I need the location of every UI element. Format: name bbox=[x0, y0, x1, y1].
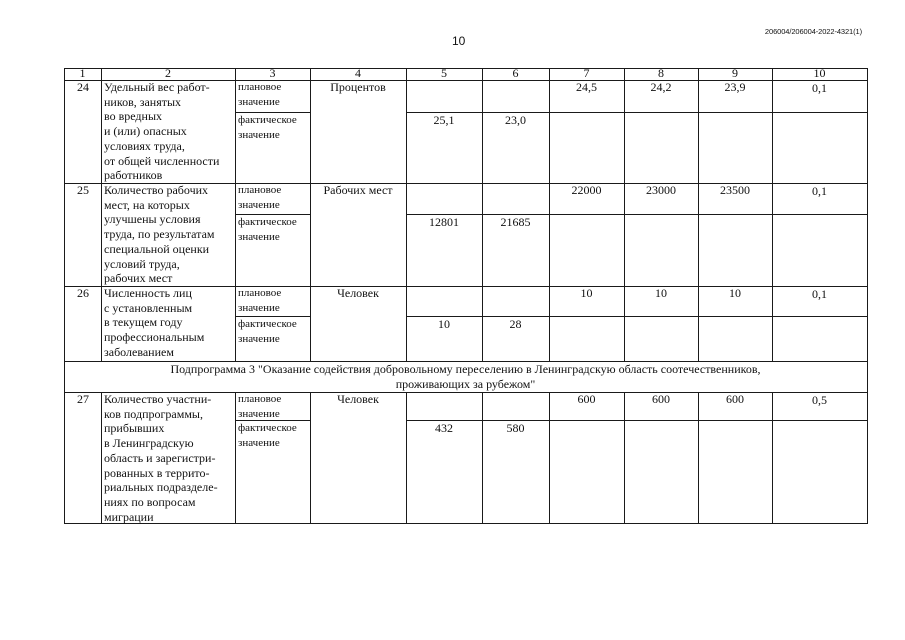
plan-value-col9: 600 bbox=[726, 392, 744, 406]
table-rule bbox=[101, 80, 102, 184]
row-number: 26 bbox=[77, 286, 89, 300]
table-rule bbox=[64, 392, 65, 524]
table-rule bbox=[64, 286, 65, 362]
plan-value-col7: 24,5 bbox=[576, 80, 597, 94]
table-rule bbox=[867, 392, 868, 524]
table-rule bbox=[235, 286, 236, 362]
table-rule bbox=[64, 523, 867, 524]
subprogram-heading: проживающих за рубежом" bbox=[395, 376, 536, 391]
indicator-name: в Ленинградскую bbox=[104, 436, 194, 451]
column-header-6: 6 bbox=[512, 66, 519, 80]
row-number: 27 bbox=[77, 392, 89, 406]
table-rule bbox=[310, 183, 311, 287]
table-rule bbox=[101, 392, 102, 524]
indicator-name: работников bbox=[104, 168, 163, 183]
fact-label: фактическое bbox=[238, 422, 297, 434]
weight-coefficient: 0,1 bbox=[812, 287, 827, 301]
indicator-name: ников, занятых bbox=[104, 94, 182, 109]
fact-value-col6: 28 bbox=[509, 317, 522, 331]
table-rule bbox=[624, 392, 625, 524]
indicator-name: во вредных bbox=[104, 109, 163, 124]
table-rule bbox=[482, 80, 483, 184]
indicator-name: в текущем году bbox=[104, 315, 183, 330]
column-header-3: 3 bbox=[269, 66, 276, 80]
indicator-name: ков подпрограммы, bbox=[104, 406, 203, 421]
table-rule bbox=[867, 183, 868, 287]
indicator-name: профессиональным bbox=[104, 330, 205, 345]
fact-value-col5: 10 bbox=[438, 317, 450, 331]
column-header-7: 7 bbox=[583, 66, 590, 80]
unit-of-measure: Человек bbox=[337, 392, 379, 406]
table-rule bbox=[235, 392, 236, 524]
column-header-2: 2 bbox=[165, 66, 171, 80]
fact-label: значение bbox=[238, 436, 280, 449]
plan-value-col9: 10 bbox=[729, 286, 741, 300]
plan-value-col9: 23500 bbox=[720, 183, 750, 197]
plan-value-col8: 10 bbox=[655, 286, 667, 300]
indicator-name: ниях по вопросам bbox=[104, 494, 196, 509]
weight-coefficient: 0,1 bbox=[812, 184, 827, 198]
fact-label: значение bbox=[238, 128, 280, 141]
table-rule bbox=[235, 80, 236, 184]
table-rule bbox=[549, 80, 550, 184]
table-rule bbox=[64, 80, 65, 184]
document-id: 206004/206004-2022-4321(1) bbox=[764, 27, 862, 36]
table-rule bbox=[406, 392, 407, 524]
unit-of-measure: Человек bbox=[337, 286, 379, 300]
table-rule bbox=[482, 392, 483, 524]
table-rule bbox=[867, 80, 868, 184]
table-rule bbox=[698, 183, 699, 287]
column-header-10: 10 bbox=[813, 66, 826, 80]
indicator-name: Численность лиц bbox=[104, 286, 192, 300]
plan-label: значение bbox=[238, 95, 280, 108]
fact-value-col5: 12801 bbox=[429, 215, 459, 229]
weight-coefficient: 0,1 bbox=[812, 81, 827, 95]
table-rule bbox=[310, 392, 311, 524]
plan-label: плановое bbox=[238, 287, 282, 299]
indicator-name: труда, по результатам bbox=[104, 227, 215, 242]
table-rule bbox=[624, 183, 625, 287]
plan-value-col7: 22000 bbox=[571, 183, 602, 197]
table-rule bbox=[698, 80, 699, 184]
row-number: 25 bbox=[77, 183, 89, 197]
indicator-name: Количество участни- bbox=[104, 392, 212, 406]
indicator-name: улучшены условия bbox=[104, 212, 201, 227]
fact-label: фактическое bbox=[238, 114, 297, 126]
indicator-name: условиях труда, bbox=[104, 138, 185, 153]
fact-value-col5: 432 bbox=[435, 421, 453, 435]
indicator-name: прибывших bbox=[104, 421, 165, 436]
plan-label: значение bbox=[238, 301, 280, 314]
indicator-name: мест, на которых bbox=[104, 197, 190, 212]
fact-value-col5: 25,1 bbox=[433, 113, 455, 127]
plan-label: плановое bbox=[238, 393, 282, 405]
indicator-name: заболеванием bbox=[104, 344, 174, 359]
plan-value-col7: 10 bbox=[580, 286, 593, 300]
column-header-4: 4 bbox=[355, 66, 361, 80]
table-rule bbox=[406, 80, 407, 184]
table-rule bbox=[624, 80, 625, 184]
weight-coefficient: 0,5 bbox=[812, 393, 827, 407]
table-rule bbox=[549, 183, 550, 287]
unit-of-measure: Процентов bbox=[330, 80, 386, 94]
page-number: 10 bbox=[452, 34, 466, 48]
fact-value-col6: 23,0 bbox=[505, 113, 526, 127]
indicator-name: условий труда, bbox=[104, 256, 180, 271]
table-rule bbox=[482, 183, 483, 287]
fact-value-col6: 21685 bbox=[500, 215, 531, 229]
table-rule bbox=[867, 361, 868, 392]
table-rule bbox=[867, 286, 868, 362]
plan-label: плановое bbox=[238, 184, 282, 196]
table-rule bbox=[101, 183, 102, 287]
table-rule bbox=[310, 80, 311, 184]
plan-value-col8: 600 bbox=[652, 392, 670, 406]
indicator-name: и (или) опасных bbox=[104, 124, 187, 139]
plan-label: плановое bbox=[238, 81, 282, 93]
indicator-name: рованных в террито- bbox=[104, 465, 210, 480]
indicator-name: Количество рабочих bbox=[104, 183, 209, 197]
fact-label: значение bbox=[238, 230, 280, 243]
plan-label: значение bbox=[238, 198, 280, 211]
indicator-name: от общей численности bbox=[104, 153, 220, 168]
indicator-name: область и зарегистри- bbox=[104, 450, 216, 465]
table-rule bbox=[235, 183, 236, 287]
fact-label: фактическое bbox=[238, 318, 297, 330]
plan-value-col8: 24,2 bbox=[650, 80, 672, 94]
subprogram-heading: Подпрограмма 3 "Оказание содействия добровольному переселению в Ленинградскую область соотечественников, bbox=[170, 362, 761, 376]
table-rule bbox=[698, 392, 699, 524]
column-header-5: 5 bbox=[441, 66, 447, 80]
plan-value-col9: 23,9 bbox=[724, 80, 746, 94]
table-rule bbox=[772, 392, 773, 524]
indicator-name: с установленным bbox=[104, 300, 193, 315]
indicator-name: миграции bbox=[104, 509, 154, 524]
indicator-name: рабочих мест bbox=[104, 271, 173, 286]
plan-label: значение bbox=[238, 407, 280, 420]
table-rule bbox=[406, 183, 407, 287]
indicator-name: Удельный вес работ- bbox=[104, 80, 210, 94]
column-header-8: 8 bbox=[658, 66, 664, 80]
fact-value-col6: 580 bbox=[506, 421, 525, 435]
table-rule bbox=[101, 286, 102, 362]
plan-value-col7: 600 bbox=[577, 392, 596, 406]
table-rule bbox=[64, 183, 65, 287]
fact-label: фактическое bbox=[238, 216, 297, 228]
fact-label: значение bbox=[238, 332, 280, 345]
column-header-9: 9 bbox=[732, 66, 738, 80]
plan-value-col8: 23000 bbox=[646, 183, 676, 197]
indicator-name: риальных подразделе- bbox=[104, 480, 218, 495]
unit-of-measure: Рабочих мест bbox=[323, 183, 393, 197]
table-rule bbox=[549, 392, 550, 524]
indicator-name: специальной оценки bbox=[104, 241, 210, 256]
row-number: 24 bbox=[77, 80, 89, 94]
column-header-1: 1 bbox=[79, 66, 86, 80]
